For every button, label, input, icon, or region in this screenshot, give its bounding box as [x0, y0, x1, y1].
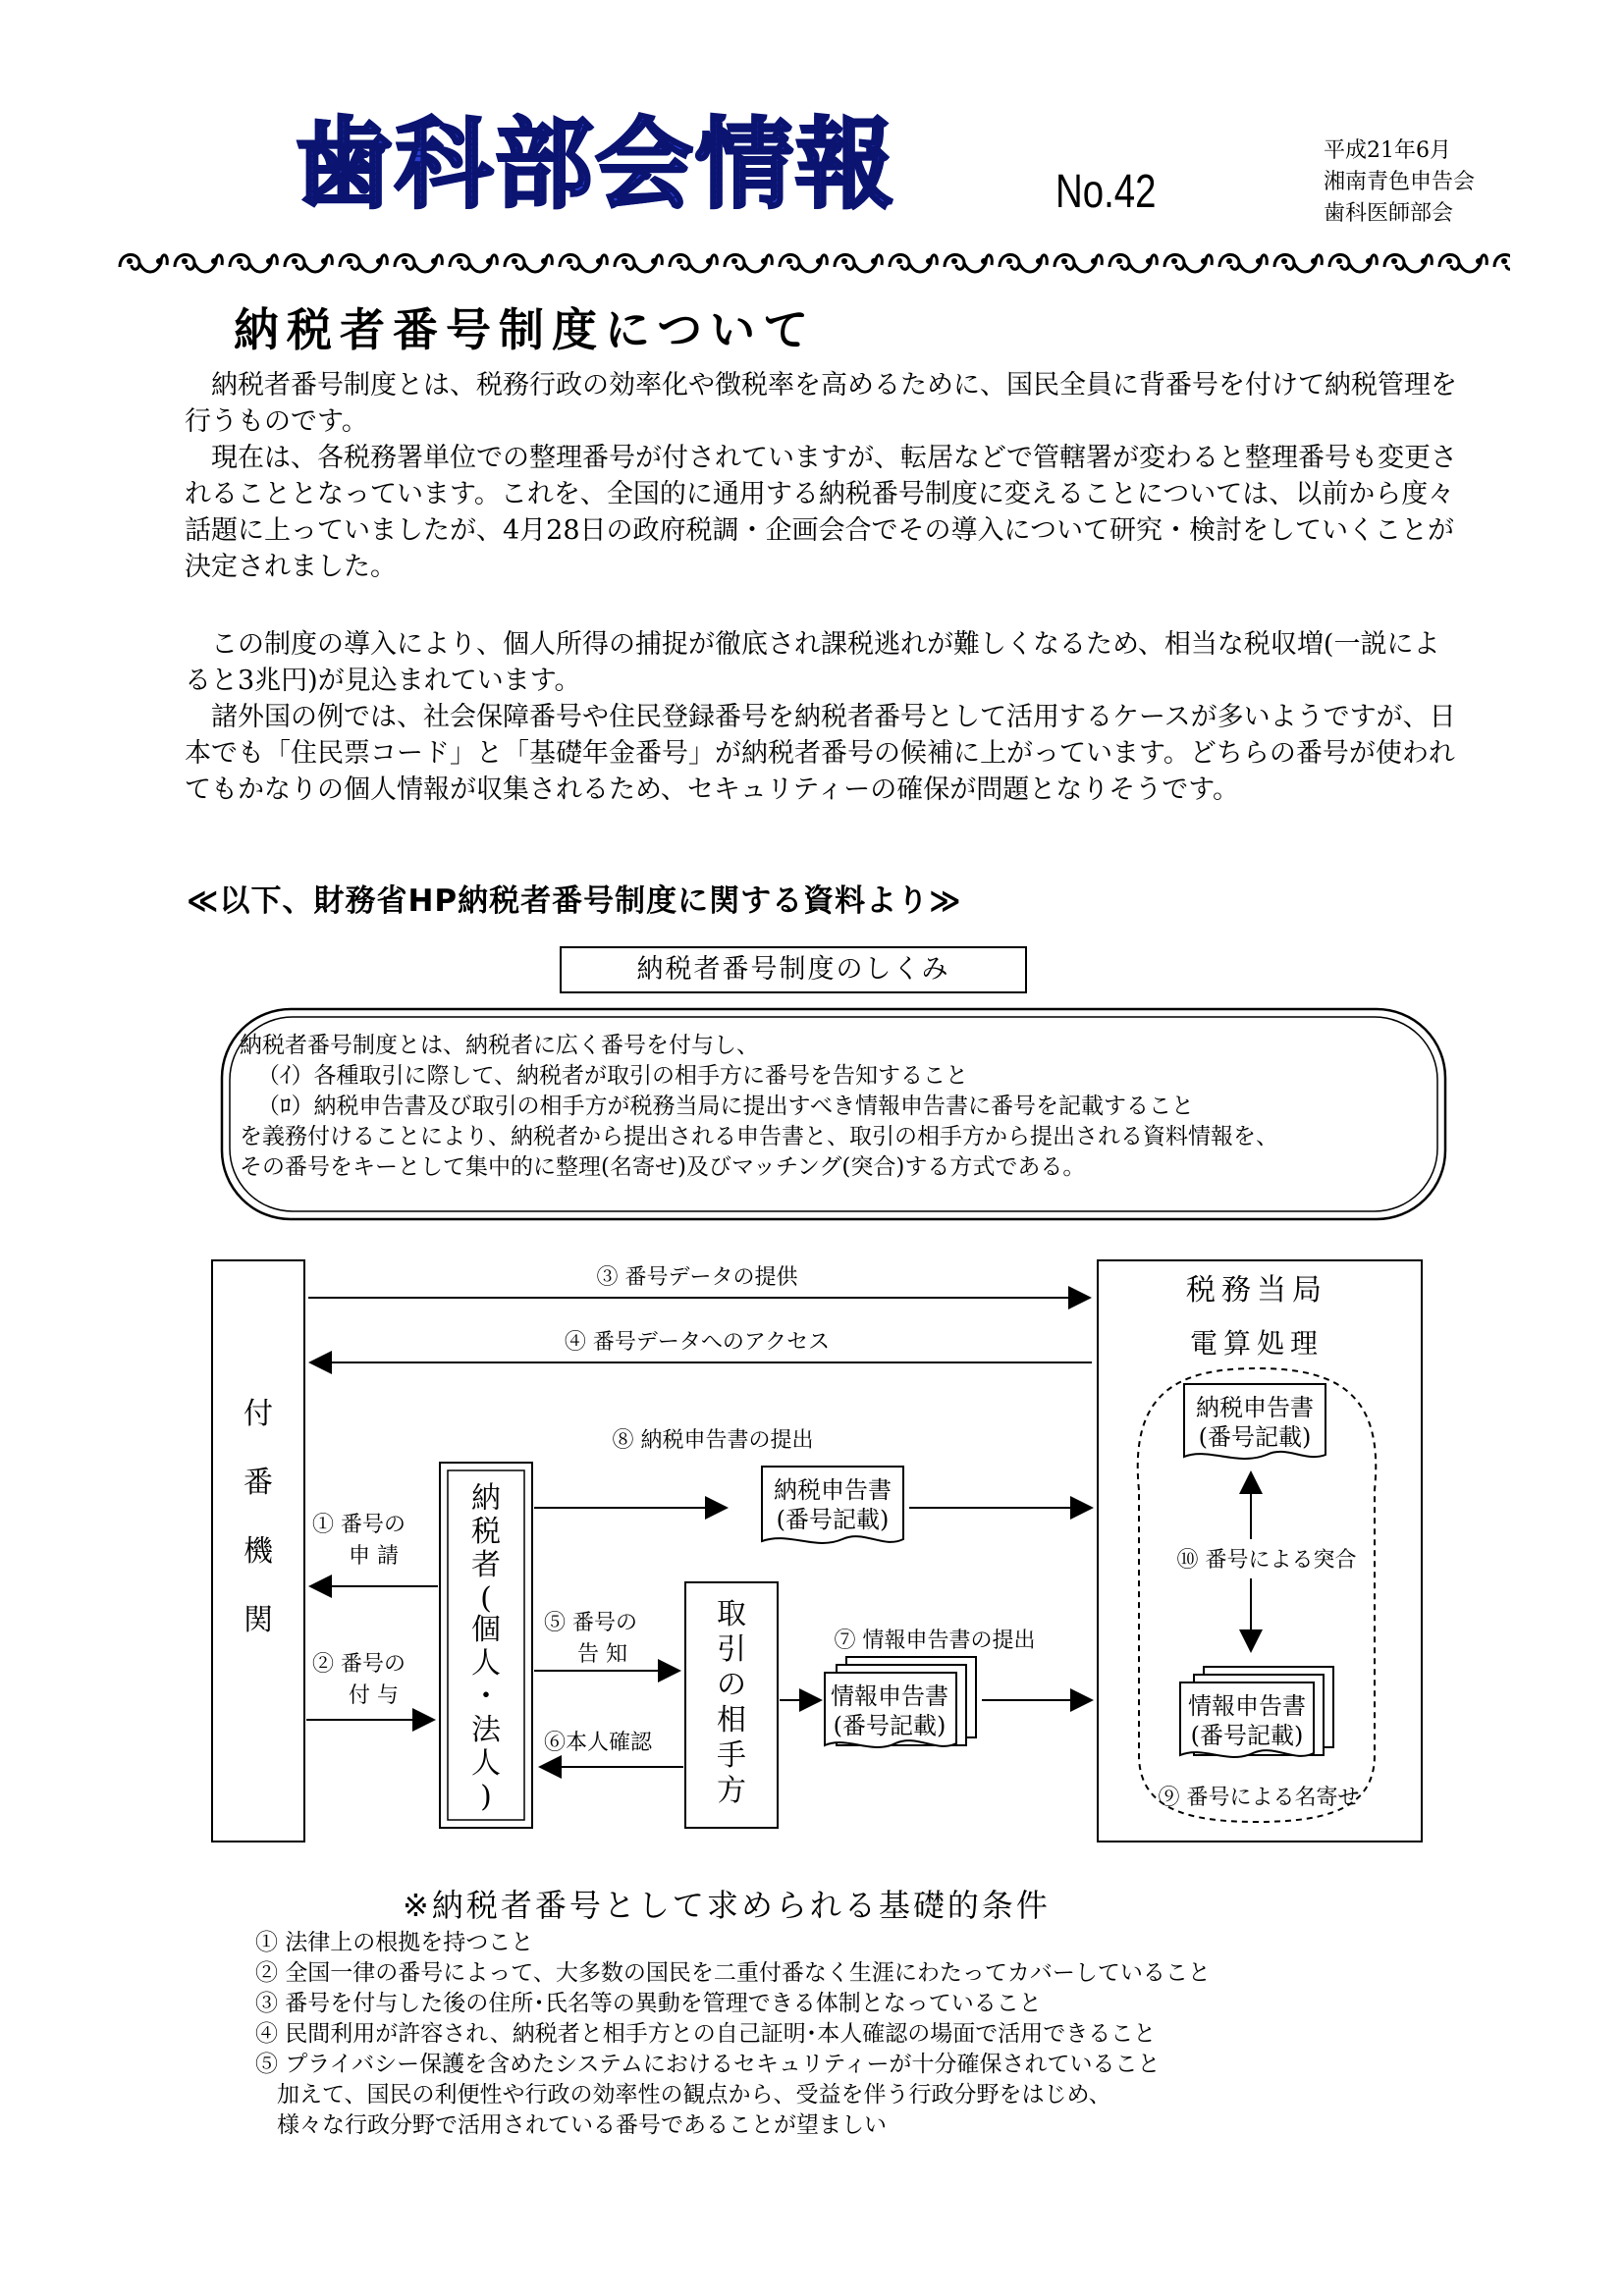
agency-label: 機 — [243, 1534, 273, 1569]
taxpayer-label: 税 — [471, 1515, 501, 1549]
paragraph-3: この制度の導入により、個人所得の捕捉が徹底され課税逃れが難しくなるため、相当な税収増(一説によると3兆円)が見込まれています。 — [185, 629, 1440, 696]
doc-return-authority — [1184, 1384, 1325, 1459]
conditions-list — [255, 1928, 1211, 2141]
arrow9-label: ⑨ 番号による名寄せ — [1158, 1786, 1360, 1810]
source-note: ≪以下、財務省HP納税者番号制度に関する資料より≫ — [187, 883, 962, 919]
definition-line: 納税者番号制度とは、納税者に広く番号を付与し、 — [240, 1033, 759, 1058]
condition-note: 様々な行政分野で活用されている番号であることが望ましい — [277, 2112, 887, 2138]
taxpayer-label: ( — [480, 1581, 492, 1616]
agency-label: 番 — [243, 1466, 273, 1500]
masthead-title: 歯科部会情報 — [295, 107, 895, 222]
counterparty-label: 引 — [717, 1632, 746, 1667]
definition-line: （ﾛ）納税申告書及び取引の相手方が税務当局に提出すべき情報申告書に番号を記載すること — [257, 1094, 1195, 1119]
article-heading: 納税者番号制度について — [234, 303, 817, 356]
doc-note: (番号記載) — [833, 1712, 947, 1739]
doc-info-authority — [1180, 1667, 1333, 1757]
scheme-diagram — [196, 1245, 1434, 1853]
taxpayer-label: 納 — [471, 1481, 501, 1516]
taxpayer-label: ・ — [471, 1680, 501, 1714]
agency-label: 関 — [243, 1603, 273, 1637]
article-body-2 — [185, 626, 1461, 808]
arrow2-label: ② 番号の — [312, 1652, 406, 1677]
taxpayer-label: 者 — [471, 1548, 501, 1582]
tax-authority-label: 税務当局 — [1186, 1273, 1327, 1308]
paragraph-4: 諸外国の例では、社会保障番号や住民登録番号を納税者番号として活用するケースが多いようですが、日本でも「住民票コード」と「基礎年金番号」が納税者番号の候補に上がっています。どちらの番号が使われてもかなりの個人情報が収集されるため、セキュリティーの確保が問題となりそうです。 — [185, 702, 1456, 805]
taxpayer-label: ) — [480, 1780, 492, 1814]
doc-info-label: 情報申告書 — [831, 1682, 948, 1710]
doc-note: (番号記載) — [1198, 1423, 1312, 1451]
arrow1-label: ① 番号の — [312, 1513, 406, 1537]
paragraph-1: 納税者番号制度とは、税務行政の効率化や徴税率を高めるために、国民全員に背番号を付けて納税管理を行うものです。 — [185, 370, 1457, 437]
arrow4-label: ④ 番号データへのアクセス — [564, 1330, 831, 1355]
doc-note: (番号記載) — [1190, 1722, 1304, 1749]
doc-info-counterparty — [825, 1657, 976, 1747]
processing-label: 電算処理 — [1189, 1327, 1325, 1360]
agency-label: 付 — [243, 1397, 273, 1431]
taxpayer-label: 人 — [471, 1646, 501, 1681]
doc-return-label: 納税申告書 — [1196, 1394, 1314, 1421]
definition-line: を義務付けることにより、納税者から提出される申告書と、取引の相手方から提出される資料情報を、 — [240, 1124, 1278, 1149]
arrow6-label: ⑥本人確認 — [544, 1731, 653, 1755]
doc-return-label: 納税申告書 — [774, 1476, 892, 1504]
condition-item: ② 全国一律の番号によって、大多数の国民を二重付番なく生涯にわたってカバーしていること — [255, 1960, 1211, 1986]
arrow1-label: 申 請 — [349, 1544, 399, 1569]
arrow8-label: ⑧ 納税申告書の提出 — [612, 1428, 814, 1453]
counterparty-label: 相 — [717, 1703, 746, 1737]
counterparty-label: 手 — [717, 1738, 746, 1773]
counterparty-label: 取 — [717, 1597, 746, 1631]
arrow7-label: ⑦ 情報申告書の提出 — [834, 1629, 1036, 1653]
definition-text — [240, 1031, 1278, 1183]
arrow10-label: ⑩ 番号による突合 — [1176, 1548, 1357, 1573]
taxpayer-label: 人 — [471, 1746, 501, 1781]
section-name: 歯科医師部会 — [1324, 201, 1454, 226]
publication-meta — [1324, 135, 1475, 230]
condition-note: 加えて、国民の利便性や行政の効率性の観点から、受益を伴う行政分野をはじめ、 — [277, 2082, 1111, 2108]
doc-note: (番号記載) — [776, 1506, 890, 1533]
definition-line: その番号をキーとして集中的に整理(名寄せ)及びマッチング(突合)する方式である。 — [240, 1154, 1086, 1180]
arrow2-label: 付 与 — [349, 1683, 399, 1708]
decorative-border — [116, 243, 1510, 279]
taxpayer-label: 法 — [471, 1713, 501, 1747]
paragraph-2: 現在は、各税務署単位での整理番号が付されていますが、転居などで管轄署が変わると整理番号も変更されることとなっています。これを、全国的に通用する納税番号制度に変えることについては、以前から度々話題に上っていましたが、4月28日の政府税調・企画会合でその導入について研究・検討をしていくことが決定されました。 — [185, 443, 1457, 582]
condition-item: ④ 民間利用が許容され、納税者と相手方との自己証明･本人確認の場面で活用できること — [255, 2021, 1157, 2047]
arrow3-label: ③ 番号データの提供 — [596, 1265, 798, 1290]
counterparty-label: の — [717, 1668, 746, 1702]
condition-item: ① 法律上の根拠を持つこと — [255, 1930, 534, 1955]
article-body-1 — [185, 367, 1461, 585]
taxpayer-label: 個 — [471, 1613, 501, 1647]
conditions-title: ※納税者番号として求められる基礎的条件 — [403, 1887, 1051, 1924]
arrow5-label: ⑤ 番号の — [544, 1611, 637, 1635]
counterparty-label: 方 — [717, 1774, 746, 1808]
issue-number: No.42 — [1055, 166, 1157, 218]
issue-date: 平成21年6月 — [1324, 138, 1451, 163]
doc-return-taxpayer — [762, 1467, 903, 1543]
arrow5-label: 告 知 — [577, 1642, 627, 1667]
scheme-title: 納税者番号制度のしくみ — [560, 946, 1027, 993]
organization-name: 湘南青色申告会 — [1324, 170, 1476, 194]
condition-item: ⑤ プライバシー保護を含めたシステムにおけるセキュリティーが十分確保されていること — [255, 2052, 1161, 2077]
definition-line: （ｲ）各種取引に際して、納税者が取引の相手方に番号を告知すること — [257, 1063, 969, 1089]
condition-item: ③ 番号を付与した後の住所･氏名等の異動を管理できる体制となっていること — [255, 1991, 1042, 2016]
doc-info-label: 情報申告書 — [1188, 1692, 1306, 1720]
